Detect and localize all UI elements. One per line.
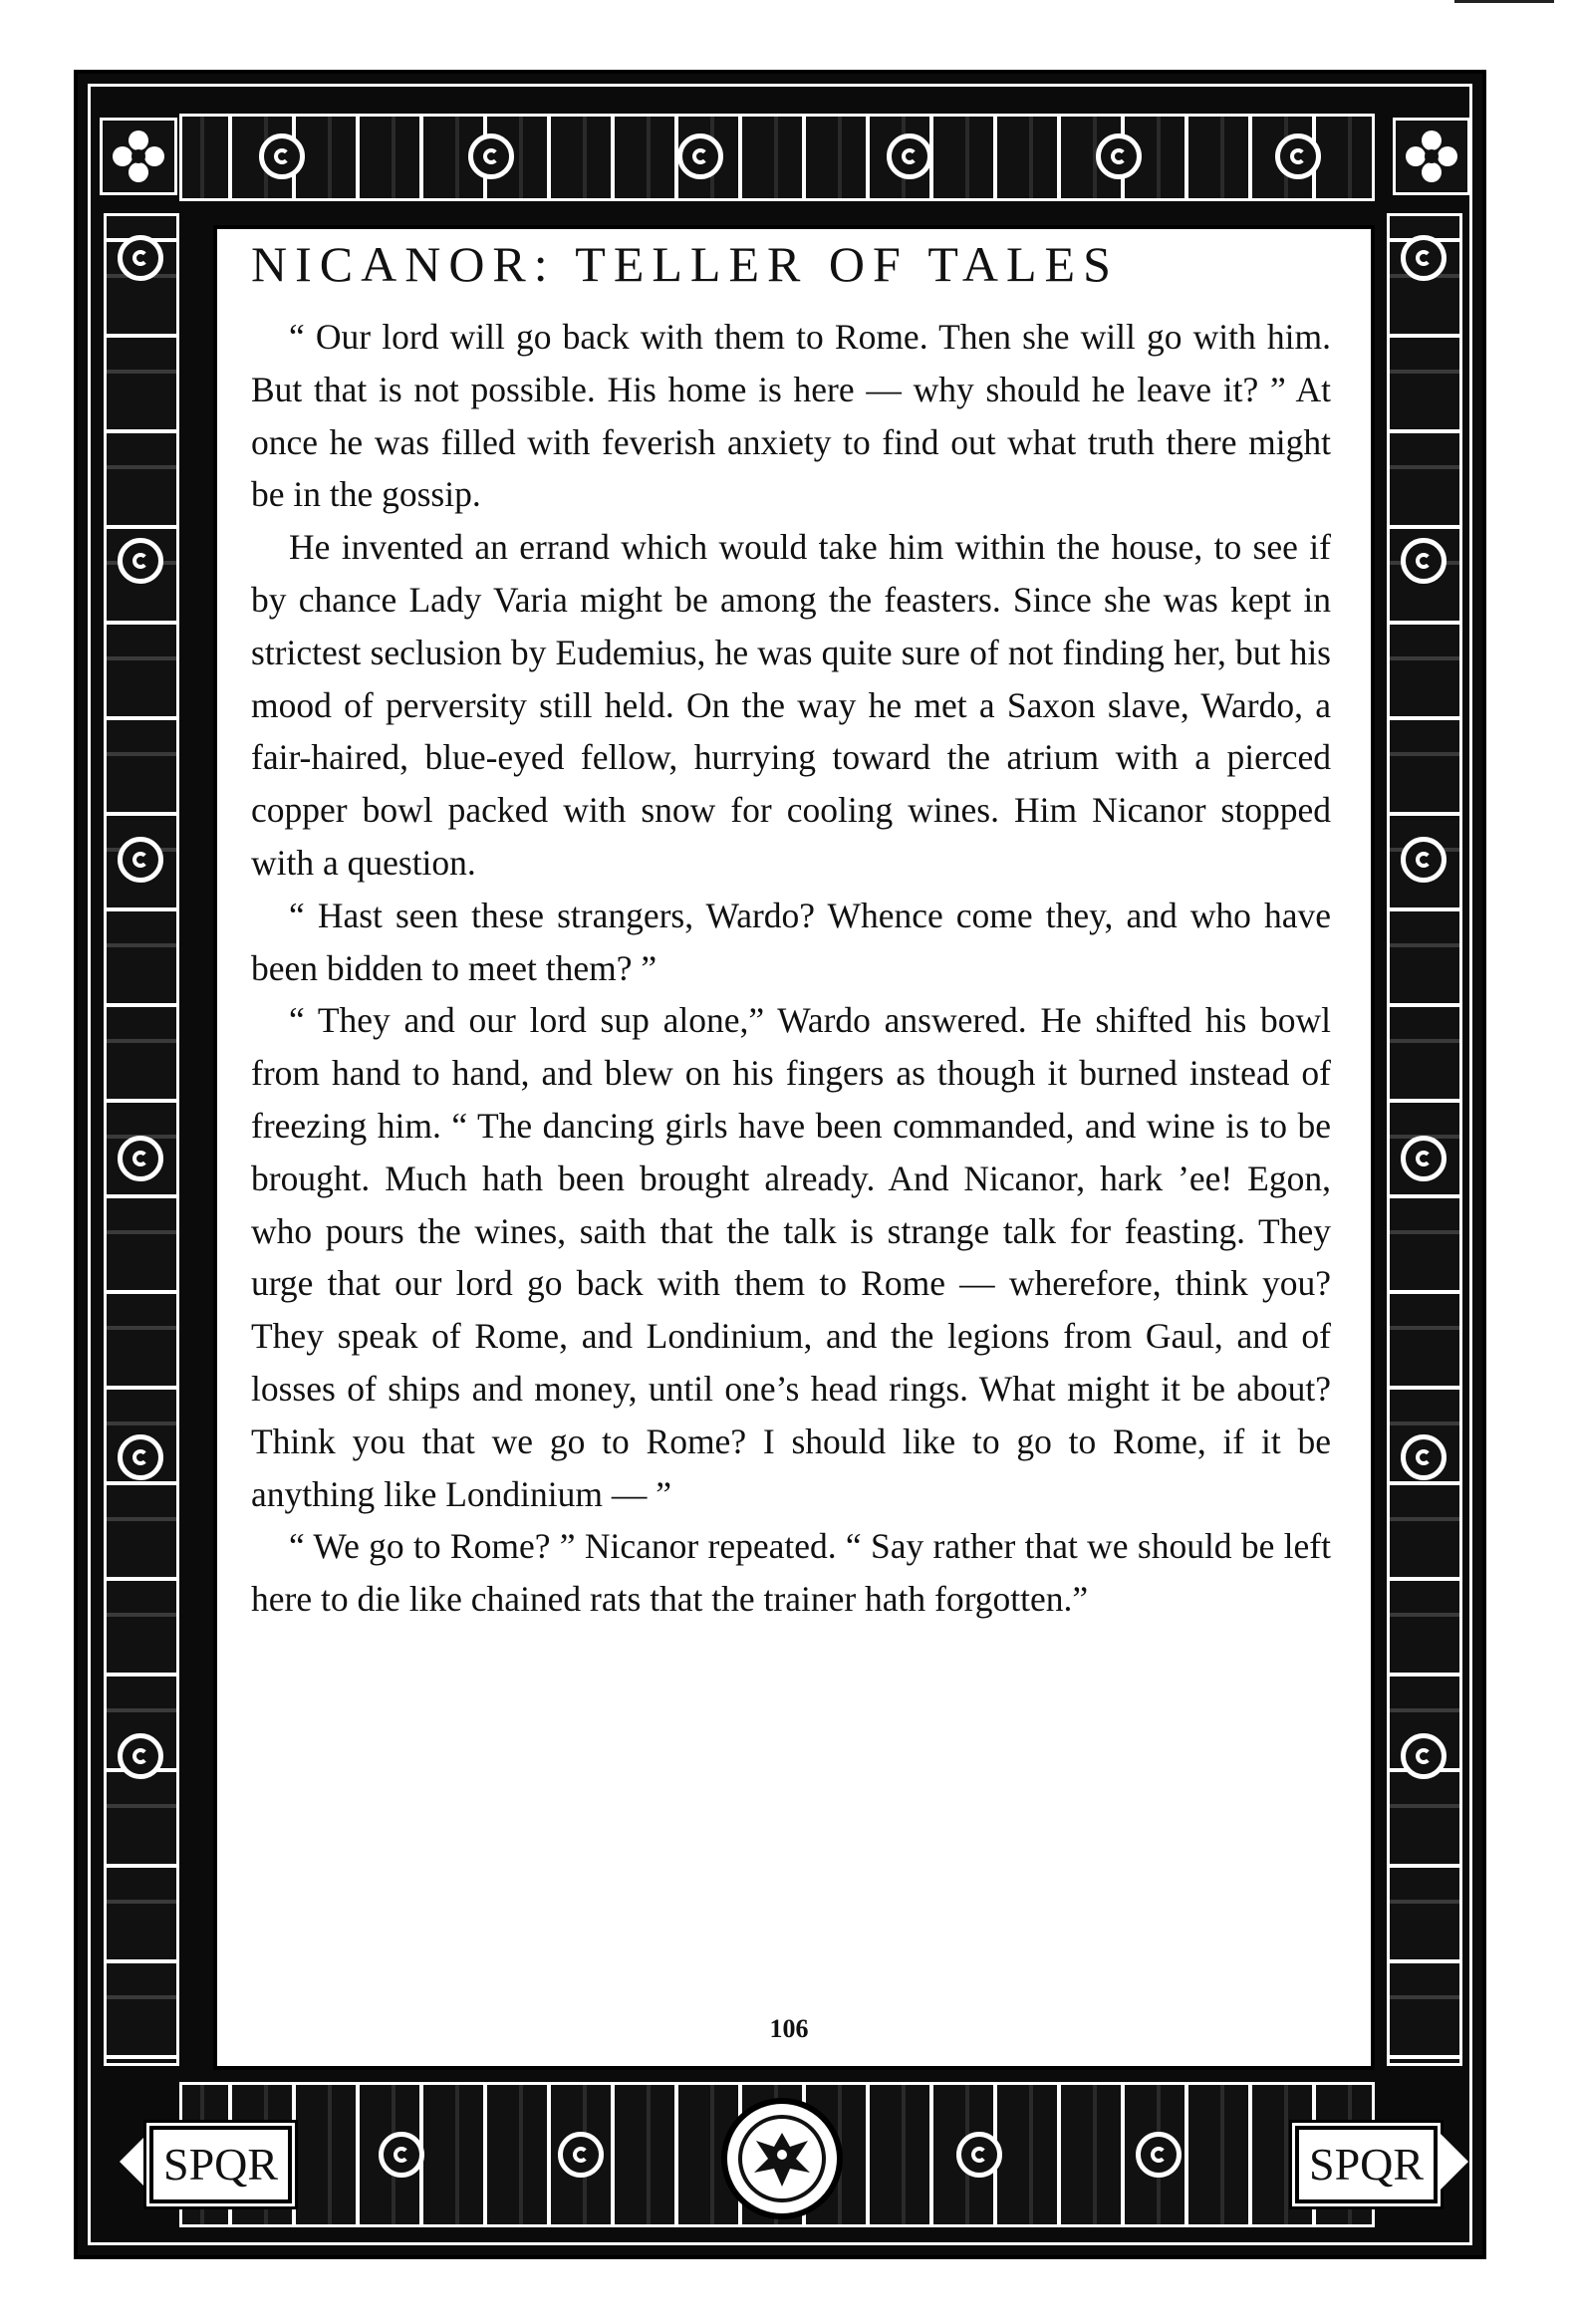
- swirl-ornament-icon: [956, 2132, 1002, 2178]
- swirl-ornament-icon: [1401, 1733, 1446, 1779]
- swirl-ornament-icon: [1096, 133, 1142, 179]
- swirl-ornament-icon: [118, 1733, 163, 1779]
- swirl-ornament-icon: [558, 2132, 604, 2178]
- spqr-plaque-left: SPQR: [149, 2126, 292, 2203]
- swirl-ornament-icon: [118, 1136, 163, 1181]
- plaque-arrow-icon: [120, 2134, 147, 2190]
- flower-icon: [100, 118, 177, 195]
- page-title: NICANOR: TELLER OF TALES: [251, 236, 1119, 292]
- paragraph: He invented an errand which would take him within the house, to see if by chance Lady Varia might be among the feasters. Since she was kept in strictest seclusion by Eudemius, he was quite sure of not finding her, but his mood of perversity still held. On the way he met a Saxon slave, Wardo, a fair-haired, blue-eyed fellow, hurrying toward the atrium with a pierced copper bowl packed with snow for cooling wines. Him Nicanor stopped with a question.: [251, 527, 1331, 883]
- swirl-ornament-icon: [887, 133, 932, 179]
- paragraph: “ We go to Rome? ” Nicanor repeated. “ Say rather that we should be left here to die like chained rats that the trainer hath forgotten.”: [251, 1526, 1331, 1620]
- top-scroll-band: [179, 114, 1375, 201]
- swirl-ornament-icon: [379, 2132, 424, 2178]
- print-mark: [1454, 0, 1554, 3]
- swirl-ornament-icon: [1401, 1136, 1446, 1181]
- swirl-ornament-icon: [1401, 538, 1446, 584]
- swirl-ornament-icon: [118, 837, 163, 883]
- eagle-medallion-icon: [721, 2098, 843, 2219]
- swirl-ornament-icon: [1401, 837, 1446, 883]
- flower-icon: [1393, 118, 1470, 195]
- swirl-ornament-icon: [677, 133, 723, 179]
- paragraph: “ Our lord will go back with them to Rome. Then she will go with him. But that is not possible. His home is here — why should he leave it? ” At once he was filled with feverish anxiety to find out what truth there might be in the gossip.: [251, 317, 1331, 515]
- swirl-ornament-icon: [1401, 1434, 1446, 1480]
- page-number: 106: [769, 2014, 809, 2043]
- plaque-arrow-icon: [1441, 2134, 1468, 2190]
- swirl-ornament-icon: [118, 1434, 163, 1480]
- swirl-ornament-icon: [118, 235, 163, 281]
- paragraph: “ They and our lord sup alone,” Wardo answered. He shifted his bowl from hand to hand, and blew on his fingers as though it burned instead of freezing him. “ The dancing girls have been commanded, and wine is to be brought. Much hath been brought already. And Nicanor, hark ’ee! Egon, who pours the wines, saith that the talk is strange talk for feasting. They urge that our lord go back with them to Rome — wherefore, think you? They speak of Rome, and Londinium, and the legions from Gaul, and of losses of ships and money, until one’s head rings. What might it be about? Think you that we go to Rome? I should like to go to Rome, if it be anything like Londinium — ”: [251, 1000, 1331, 1514]
- swirl-ornament-icon: [1401, 235, 1446, 281]
- swirl-ornament-icon: [1136, 2132, 1182, 2178]
- swirl-ornament-icon: [1275, 133, 1321, 179]
- swirl-ornament-icon: [259, 133, 305, 179]
- swirl-ornament-icon: [468, 133, 514, 179]
- spqr-plaque-right: SPQR: [1295, 2126, 1438, 2203]
- body-text: [251, 311, 1331, 1984]
- swirl-ornament-icon: [118, 538, 163, 584]
- paragraph: “ Hast seen these strangers, Wardo? Whence come they, and who have been bidden to meet them? ”: [251, 895, 1331, 988]
